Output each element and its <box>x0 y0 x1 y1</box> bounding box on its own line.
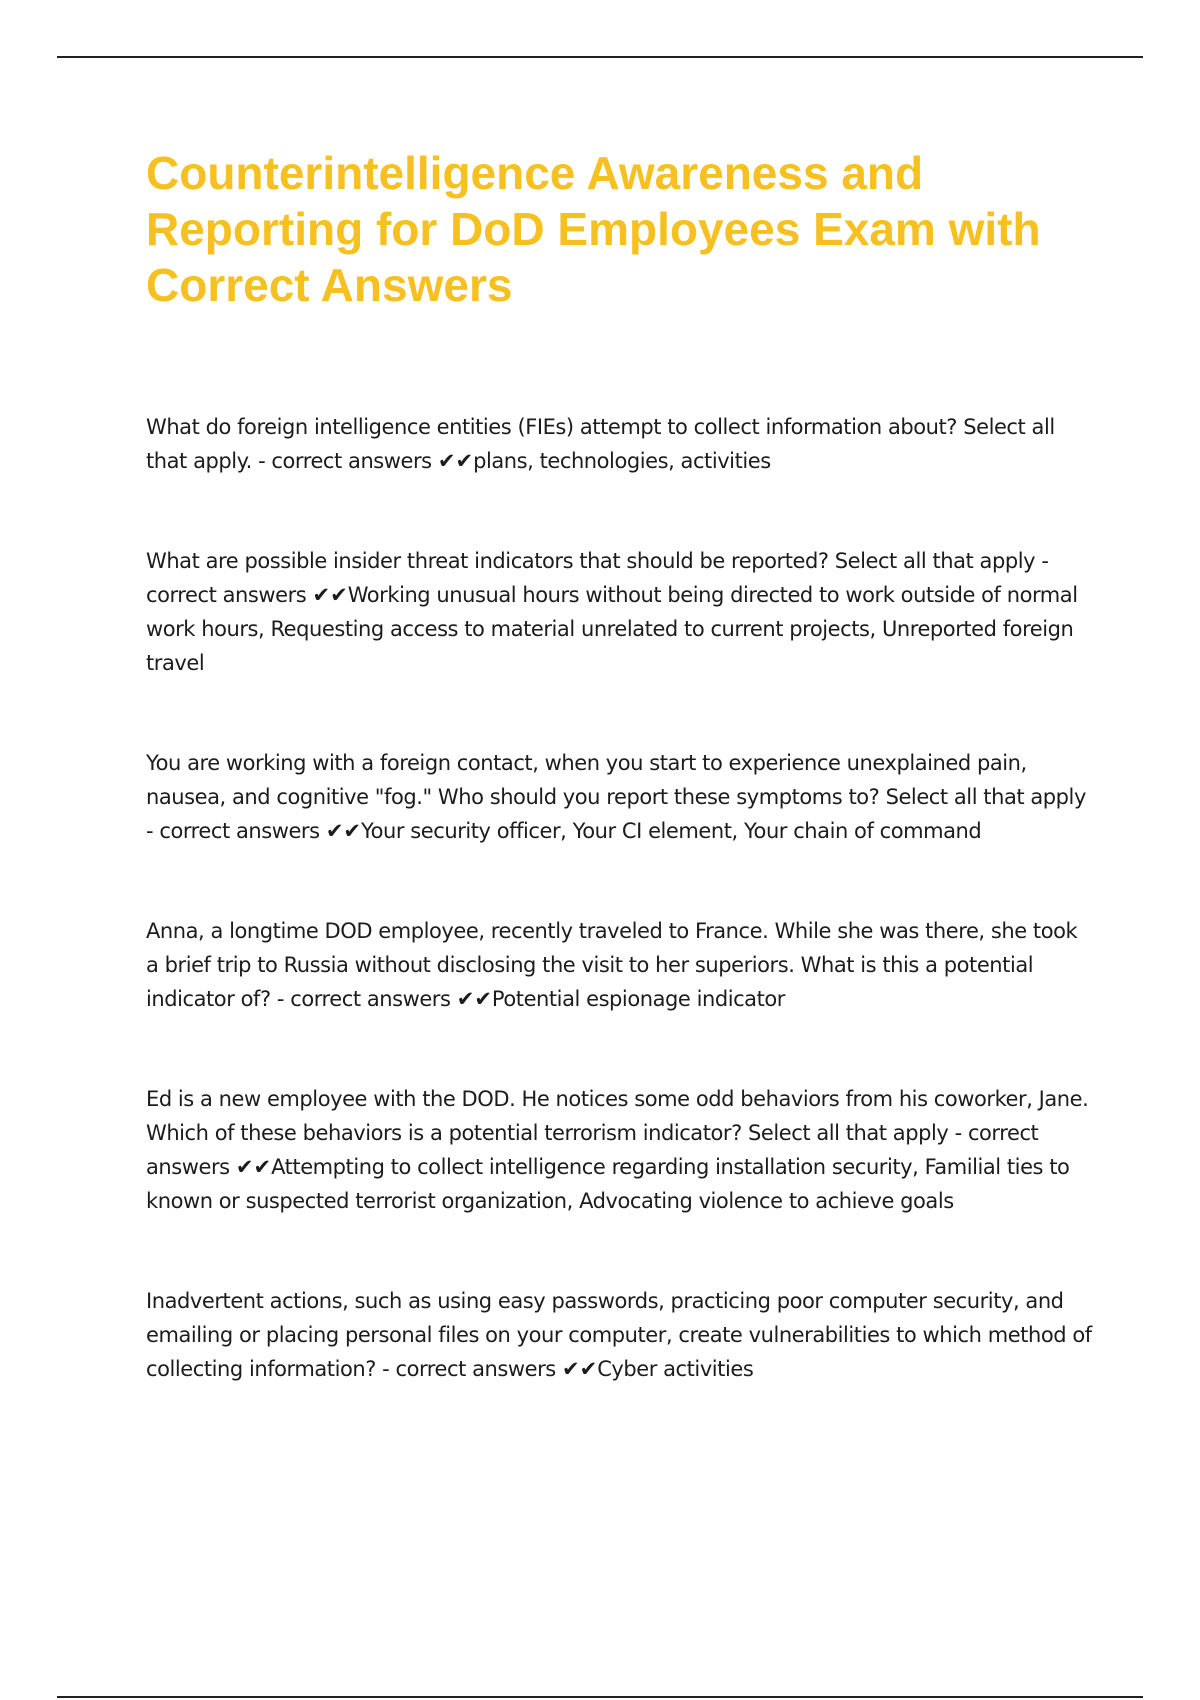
qa-item <box>146 1082 1092 1218</box>
qa-item <box>146 410 1092 478</box>
checkmark-icon: ✔✔ <box>325 819 362 843</box>
question-text: Inadvertent actions, such as using easy passwords, practicing poor computer security, and emailing or placing personal files on your computer, create vulnerabilities to which method of collecting information? <box>146 1289 1092 1381</box>
answer-text: Potential espionage indicator <box>491 987 785 1011</box>
answer-separator: - correct answers <box>146 549 1049 607</box>
qa-item <box>146 746 1092 848</box>
answer-separator: - correct answers <box>251 449 438 473</box>
answer-text: Cyber activities <box>597 1357 754 1381</box>
question-text: What are possible insider threat indicators that should be reported? Select all that apply <box>146 549 1036 573</box>
answer-separator: - correct answers <box>146 819 326 843</box>
question-text: You are working with a foreign contact, when you start to experience unexplained pain, nausea, and cognitive "fog." Who should you report these symptoms to? Select all that apply <box>146 751 1086 809</box>
checkmark-icon: ✔✔ <box>312 583 348 607</box>
answer-text: plans, technologies, activities <box>473 449 771 473</box>
answer-separator: - correct answers <box>270 987 457 1011</box>
top-divider <box>57 56 1143 58</box>
answer-separator: - correct answers <box>375 1357 562 1381</box>
qa-item <box>146 544 1092 680</box>
question-text: Anna, a longtime DOD employee, recently traveled to France. While she was there, she took a brief trip to Russia without disclosing the visit to her superiors. What is this a potential indicator of? <box>146 919 1078 1011</box>
qa-list <box>146 410 1092 1452</box>
answer-text: Attempting to collect intelligence regarding installation security, Familial ties to known or suspected terrorist organization, Advocating violence to achieve goals <box>146 1155 1070 1213</box>
question-text: What do foreign intelligence entities (FIEs) attempt to collect information about? Select all that apply. <box>146 415 1055 473</box>
checkmark-icon: ✔✔ <box>437 449 474 473</box>
qa-item <box>146 1284 1092 1386</box>
bottom-divider <box>57 1696 1143 1698</box>
answer-text: Working unusual hours without being directed to work outside of normal work hours, Requesting access to material unrelated to current projects, Unreported foreign travel <box>146 583 1078 675</box>
question-text: Ed is a new employee with the DOD. He notices some odd behaviors from his coworker, Jane. Which of these behaviors is a potential terrorism indicator? Select all that apply <box>146 1087 1089 1145</box>
checkmark-icon: ✔✔ <box>235 1155 272 1179</box>
checkmark-icon: ✔✔ <box>456 987 492 1011</box>
answer-text: Your security officer, Your CI element, Your chain of command <box>361 819 982 843</box>
document-title: Counterintelligence Awareness and Reporting for DoD Employees Exam with Correct Answers <box>146 147 1041 311</box>
qa-item <box>146 914 1092 1016</box>
checkmark-icon: ✔✔ <box>561 1357 598 1381</box>
answer-separator: - correct answers <box>146 1121 1039 1179</box>
